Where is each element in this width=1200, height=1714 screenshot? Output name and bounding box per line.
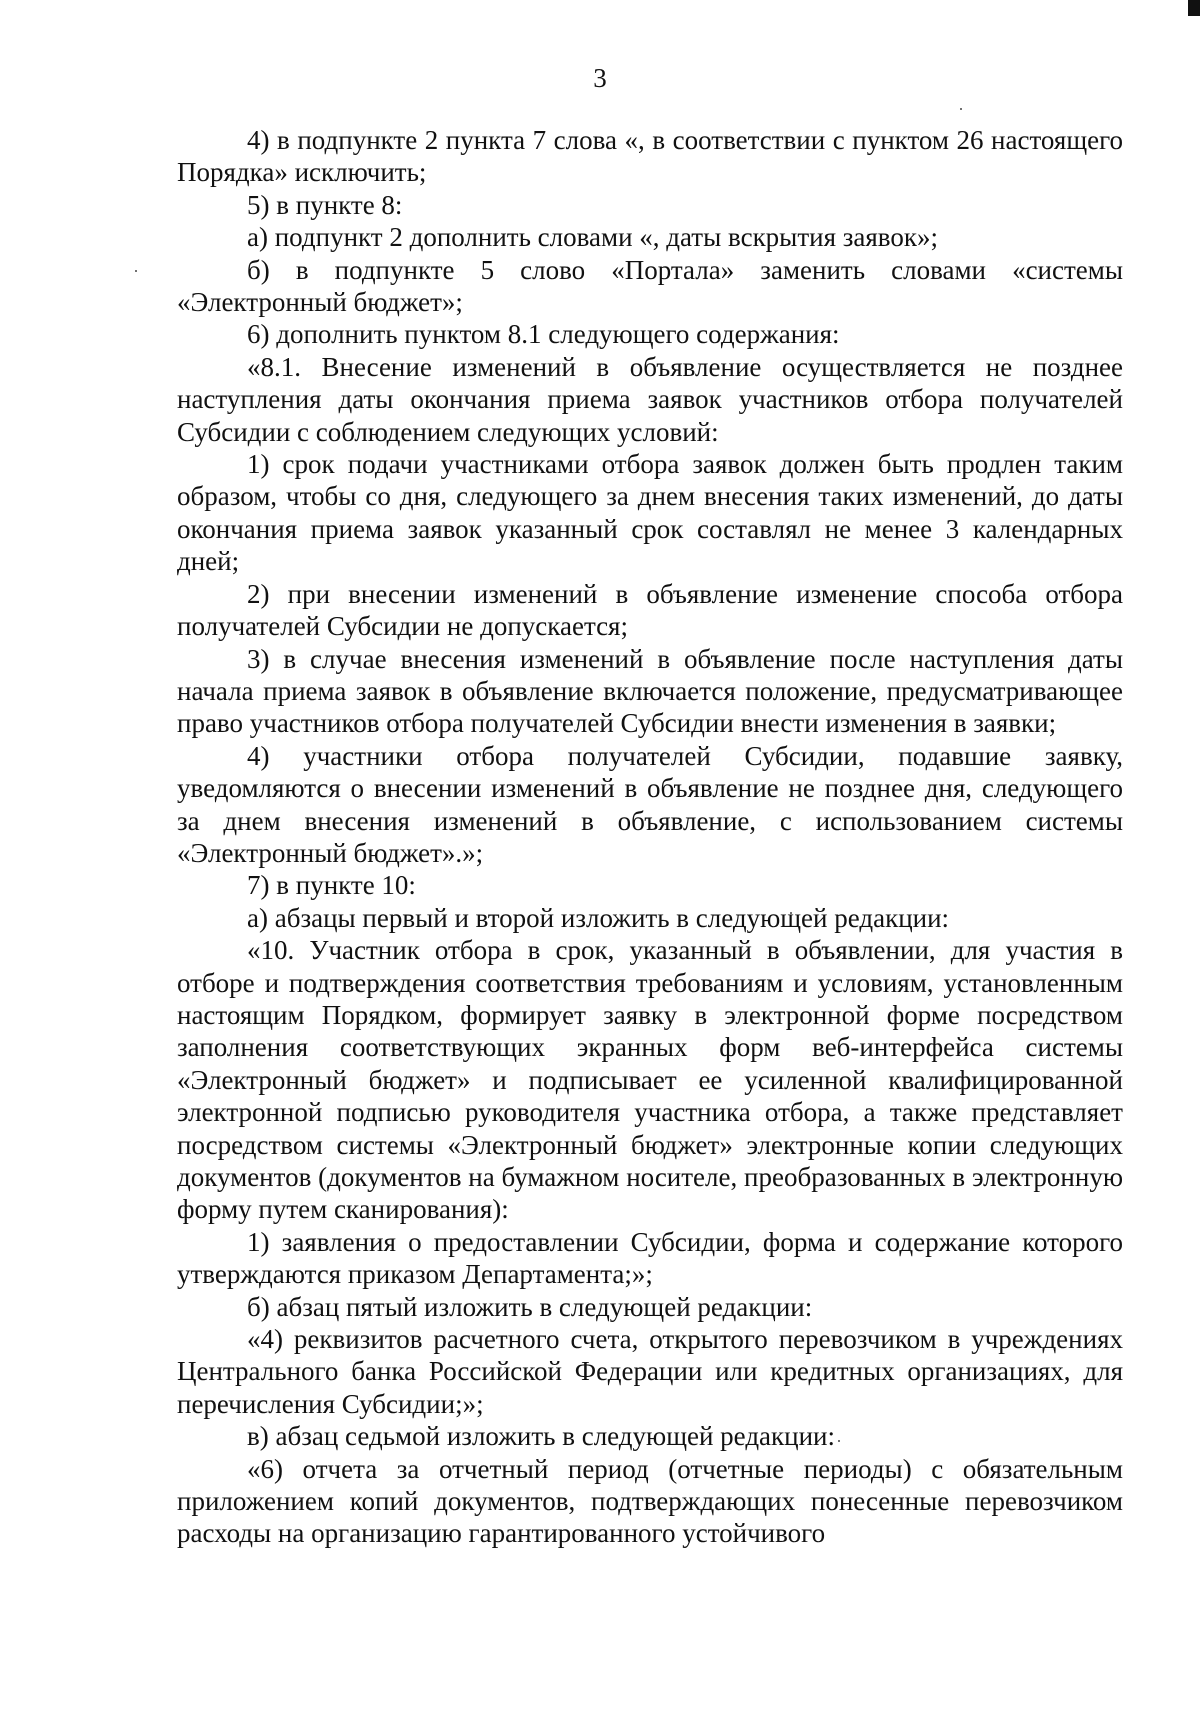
scan-speck bbox=[960, 108, 962, 110]
paragraph: б) абзац пятый изложить в следующей редакции: bbox=[247, 1291, 813, 1322]
paragraph: а) абзацы первый и второй изложить в следующей редакции: bbox=[247, 902, 950, 933]
paragraph: 1) срок подачи участниками отбора заявок должен быть продлен таким образом, чтобы со дня, следующего за днем внесения таких изменений, до даты окончания приема заявок указанный срок составлял не менее 3 календарных дней; bbox=[177, 449, 1123, 577]
scan-speck bbox=[135, 270, 137, 272]
paragraph: 4) в подпункте 2 пункта 7 слова «, в соответствии с пунктом 26 настоящего Порядка» исключить; bbox=[177, 125, 1123, 188]
paragraph: в) абзац седьмой изложить в следующей редакции: bbox=[247, 1421, 836, 1452]
page-number: 3 bbox=[593, 63, 607, 93]
paragraph: 6) дополнить пунктом 8.1 следующего содержания: bbox=[247, 319, 840, 350]
paragraph: 5) в пункте 8: bbox=[247, 189, 403, 220]
document-body bbox=[177, 124, 1123, 1550]
paragraph: б) в подпункте 5 слово «Портала» заменить словами «системы «Электронный бюджет»; bbox=[177, 254, 1123, 318]
paragraph: «10. Участник отбора в срок, указанный в объявлении, для участия в отборе и подтверждения соответствия требованиям и условиям, установленным настоящим Порядком, формирует заявку в электронной форме посредством заполнения соответствующих экранных форм веб-интерфейса системы «Электронный бюджет» и подписывает ее усиленной квалифицированной электронной подписью руководителя участника отбора, а также представляет посредством системы «Электронный бюджет» электронные копии следующих документов (документов на бумажном носителе, преобразованных в электронную форму путем сканирования): bbox=[177, 935, 1123, 1225]
paragraph: 3) в случае внесения изменений в объявление после наступления даты начала приема заявок в объявление включается положение, предусматривающее право участников отбора получателей Субсидии внести изменения в заявки; bbox=[177, 643, 1123, 739]
paragraph: «6) отчета за отчетный период (отчетные периоды) с обязательным приложением копий документов, подтверждающих понесенные перевозчиком расходы на организацию гарантированного устойчивого bbox=[177, 1453, 1123, 1549]
scan-corner-mark bbox=[1188, 0, 1200, 16]
paragraph: 7) в пункте 10: bbox=[247, 870, 416, 901]
paragraph: а) подпункт 2 дополнить словами «, даты вскрытия заявок»; bbox=[247, 222, 938, 253]
paragraph: 2) при внесении изменений в объявление изменение способа отбора получателей Субсидии не допускается; bbox=[177, 578, 1123, 642]
paragraph: 1) заявления о предоставлении Субсидии, форма и содержание которого утверждаются приказом Департамента;»; bbox=[177, 1226, 1123, 1290]
paragraph: «4) реквизитов расчетного счета, открытого перевозчиком в учреждениях Центрального банка Российской Федерации или кредитных организациях, для перечисления Субсидии;»; bbox=[177, 1324, 1123, 1419]
paragraph: 4) участники отбора получателей Субсидии, подавшие заявку, уведомляются о внесении изменений в объявление не позднее дня, следующего за днем внесения изменений в объявление, с использованием системы «Электронный бюджет».»; bbox=[177, 740, 1123, 868]
paragraph: «8.1. Внесение изменений в объявление осуществляется не позднее наступления даты окончания приема заявок участников отбора получателей Субсидии с соблюдением следующих условий: bbox=[177, 351, 1123, 447]
